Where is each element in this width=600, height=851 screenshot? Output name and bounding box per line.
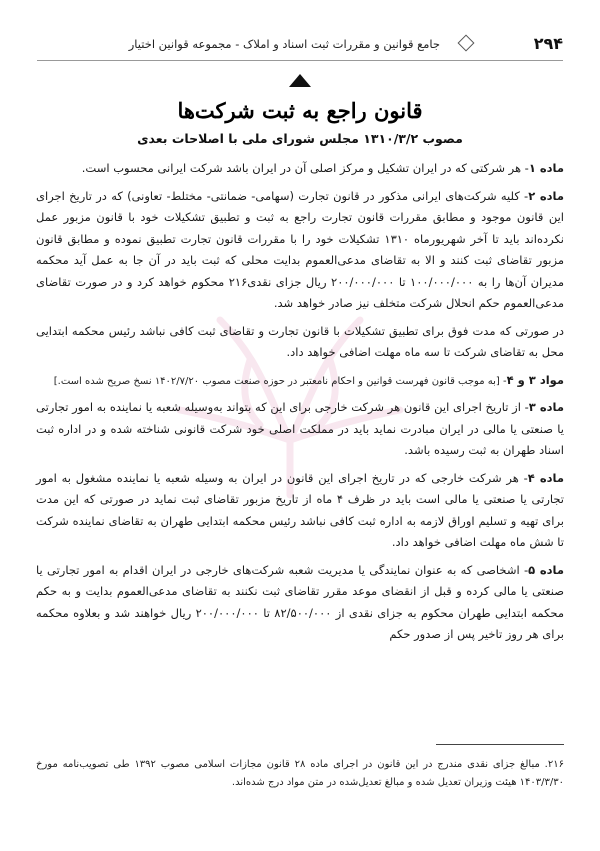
article-label: ماده ۱ — [528, 161, 564, 175]
diamond-ornament-icon — [458, 35, 475, 52]
footnote-216: ۲۱۶. مبالغ جزای نقدی مندرج در این قانون در اجرای ماده ۲۸ قانون مجازات اسلامی مصوب ۱۳۹۲ طی تصویب‌نامه مورخ ۱۴۰۳/۳/۳۰ هیئت وزیران تعدیل شده و مبالغ تعدیل‌شده در متن مواد درج شده‌اند. — [36, 759, 564, 788]
document-body — [36, 158, 564, 652]
article-1 — [36, 158, 564, 180]
up-triangle-icon — [289, 74, 311, 87]
page-header — [0, 0, 600, 62]
article-text: - هر شرکتی که در ایران تشکیل و مرکز اصلی آن در ایران باشد شرکت ایرانی محسوب است. — [81, 161, 529, 175]
article-5 — [36, 560, 564, 646]
header-divider — [37, 60, 563, 61]
article-label: ماده ۴ — [527, 470, 564, 485]
page-number: ۲۹۴ — [533, 34, 563, 53]
articles-3-4-repealed — [36, 370, 564, 392]
article-label: ماده ۵ — [528, 562, 564, 577]
article-2-note — [36, 321, 564, 364]
law-title: قانون راجع به ثبت شرکت‌ها — [177, 98, 423, 123]
article-4 — [36, 468, 564, 554]
article-2 — [36, 186, 564, 315]
article-text: در صورتی که مدت فوق برای تطبیق تشکیلات با قانون تجارت و تقاضای ثبت کافی نباشد رئیس محکمه ابتدایی محل به تقاضای شرکت تا سه ماه مهلت اضافی خواهد داد. — [36, 323, 564, 359]
running-title: جامع قوانین و مقررات ثبت اسناد و املاک - مجموعه قوانین اختیار — [128, 37, 440, 51]
article-label: ماده ۳ — [528, 400, 564, 414]
article-text: - کلیه شرکت‌های ایرانی مذکور در قانون تجارت (سهامی- ضمانتی- مختلط- تعاونی) که در تاریخ اجرای این قانون موجود و مطابق مقررات قانون تجارت راجع به ثبت و تطبیق تشکیلات خود با قانون مزبور عمل نکرده‌اند باید تا آخر شهریورماه ۱۳۱۰ تشکیلات خود را با مقررات قانون تجارت تطبیق نموده و مطابق قانون مزبور تقاضای ثبت کنند و الا به تقاضای مدعی‌العموم بدایت محلی که ثبت باید در آن جا به عمل آید محکمه مدیران آن‌ها را به ۱۰۰/۰۰۰/۰۰۰ تا ۲۰۰/۰۰۰/۰۰۰ ریال جزای نقدی۲۱۶ محکوم خواهد کرد و در صورت تقاضای مدعی‌العموم حکم انحلال شرکت متخلف نیز صادر خواهد شد. — [36, 188, 565, 310]
law-subtitle: مصوب ۱۳۱۰/۳/۲ مجلس شورای ملی با اصلاحات بعدی — [137, 131, 463, 146]
footnote-divider — [436, 744, 564, 745]
article-text: - اشخاصی که به عنوان نمایندگی یا مدیریت شعبه شرکت‌های خارجی در ایران اقدام به امور تجارتی یا صنعتی یا مالی کرده و قبل از انقضای موعد مقرر تقاضای ثبت نکنند به تقاضای مدعی‌العموم بدایت و به حکم محکمه ابتدایی طهران محکوم به جزای نقدی از ۸۲/۵۰۰/۰۰۰ تا ۲۰۰/۰۰۰/۰۰۰ ریال خواهند شد و بعلاوه محکمه برای هر روز تاخیر پس از صدور حکم — [36, 562, 564, 641]
article-label: ماده ۲ — [528, 188, 564, 203]
article-text: - از تاریخ اجرای این قانون هر شرکت خارجی برای این که بتواند به‌وسیله شعبه یا نماینده به امور تجارتی یا صنعتی یا مالی در ایران مبادرت نماید باید در مملکت اصلی خود شرکت قانونی شناخته شده و در اداره ثبت اسناد طهران به ثبت رسیده باشد. — [36, 400, 564, 457]
article-3 — [36, 397, 564, 462]
article-text: - هر شرکت خارجی که در تاریخ اجرای این قانون در ایران به وسیله شعبه یا نماینده مشغول به امور تجارتی یا صنعتی یا مالی است باید در ظرف ۴ ماه از تاریخ مزبور تقاضای ثبت نماید در صورتی که این مدت برای تهیه و تسلیم اوراق لازمه به اداره ثبت کافی نباشد رئیس محکمه ابتدایی طهران به تقاضای نماینده شرکت تا شش ماه مهلت اضافی خواهد داد. — [36, 470, 565, 549]
article-label: مواد ۳ و ۴ — [506, 372, 564, 387]
article-text: - [به موجب قانون فهرست قوانین و احکام نامعتبر در حوزه صنعت مصوب ۱۴۰۲/۷/۲۰ نسخ صریح شده است.] — [53, 375, 507, 387]
